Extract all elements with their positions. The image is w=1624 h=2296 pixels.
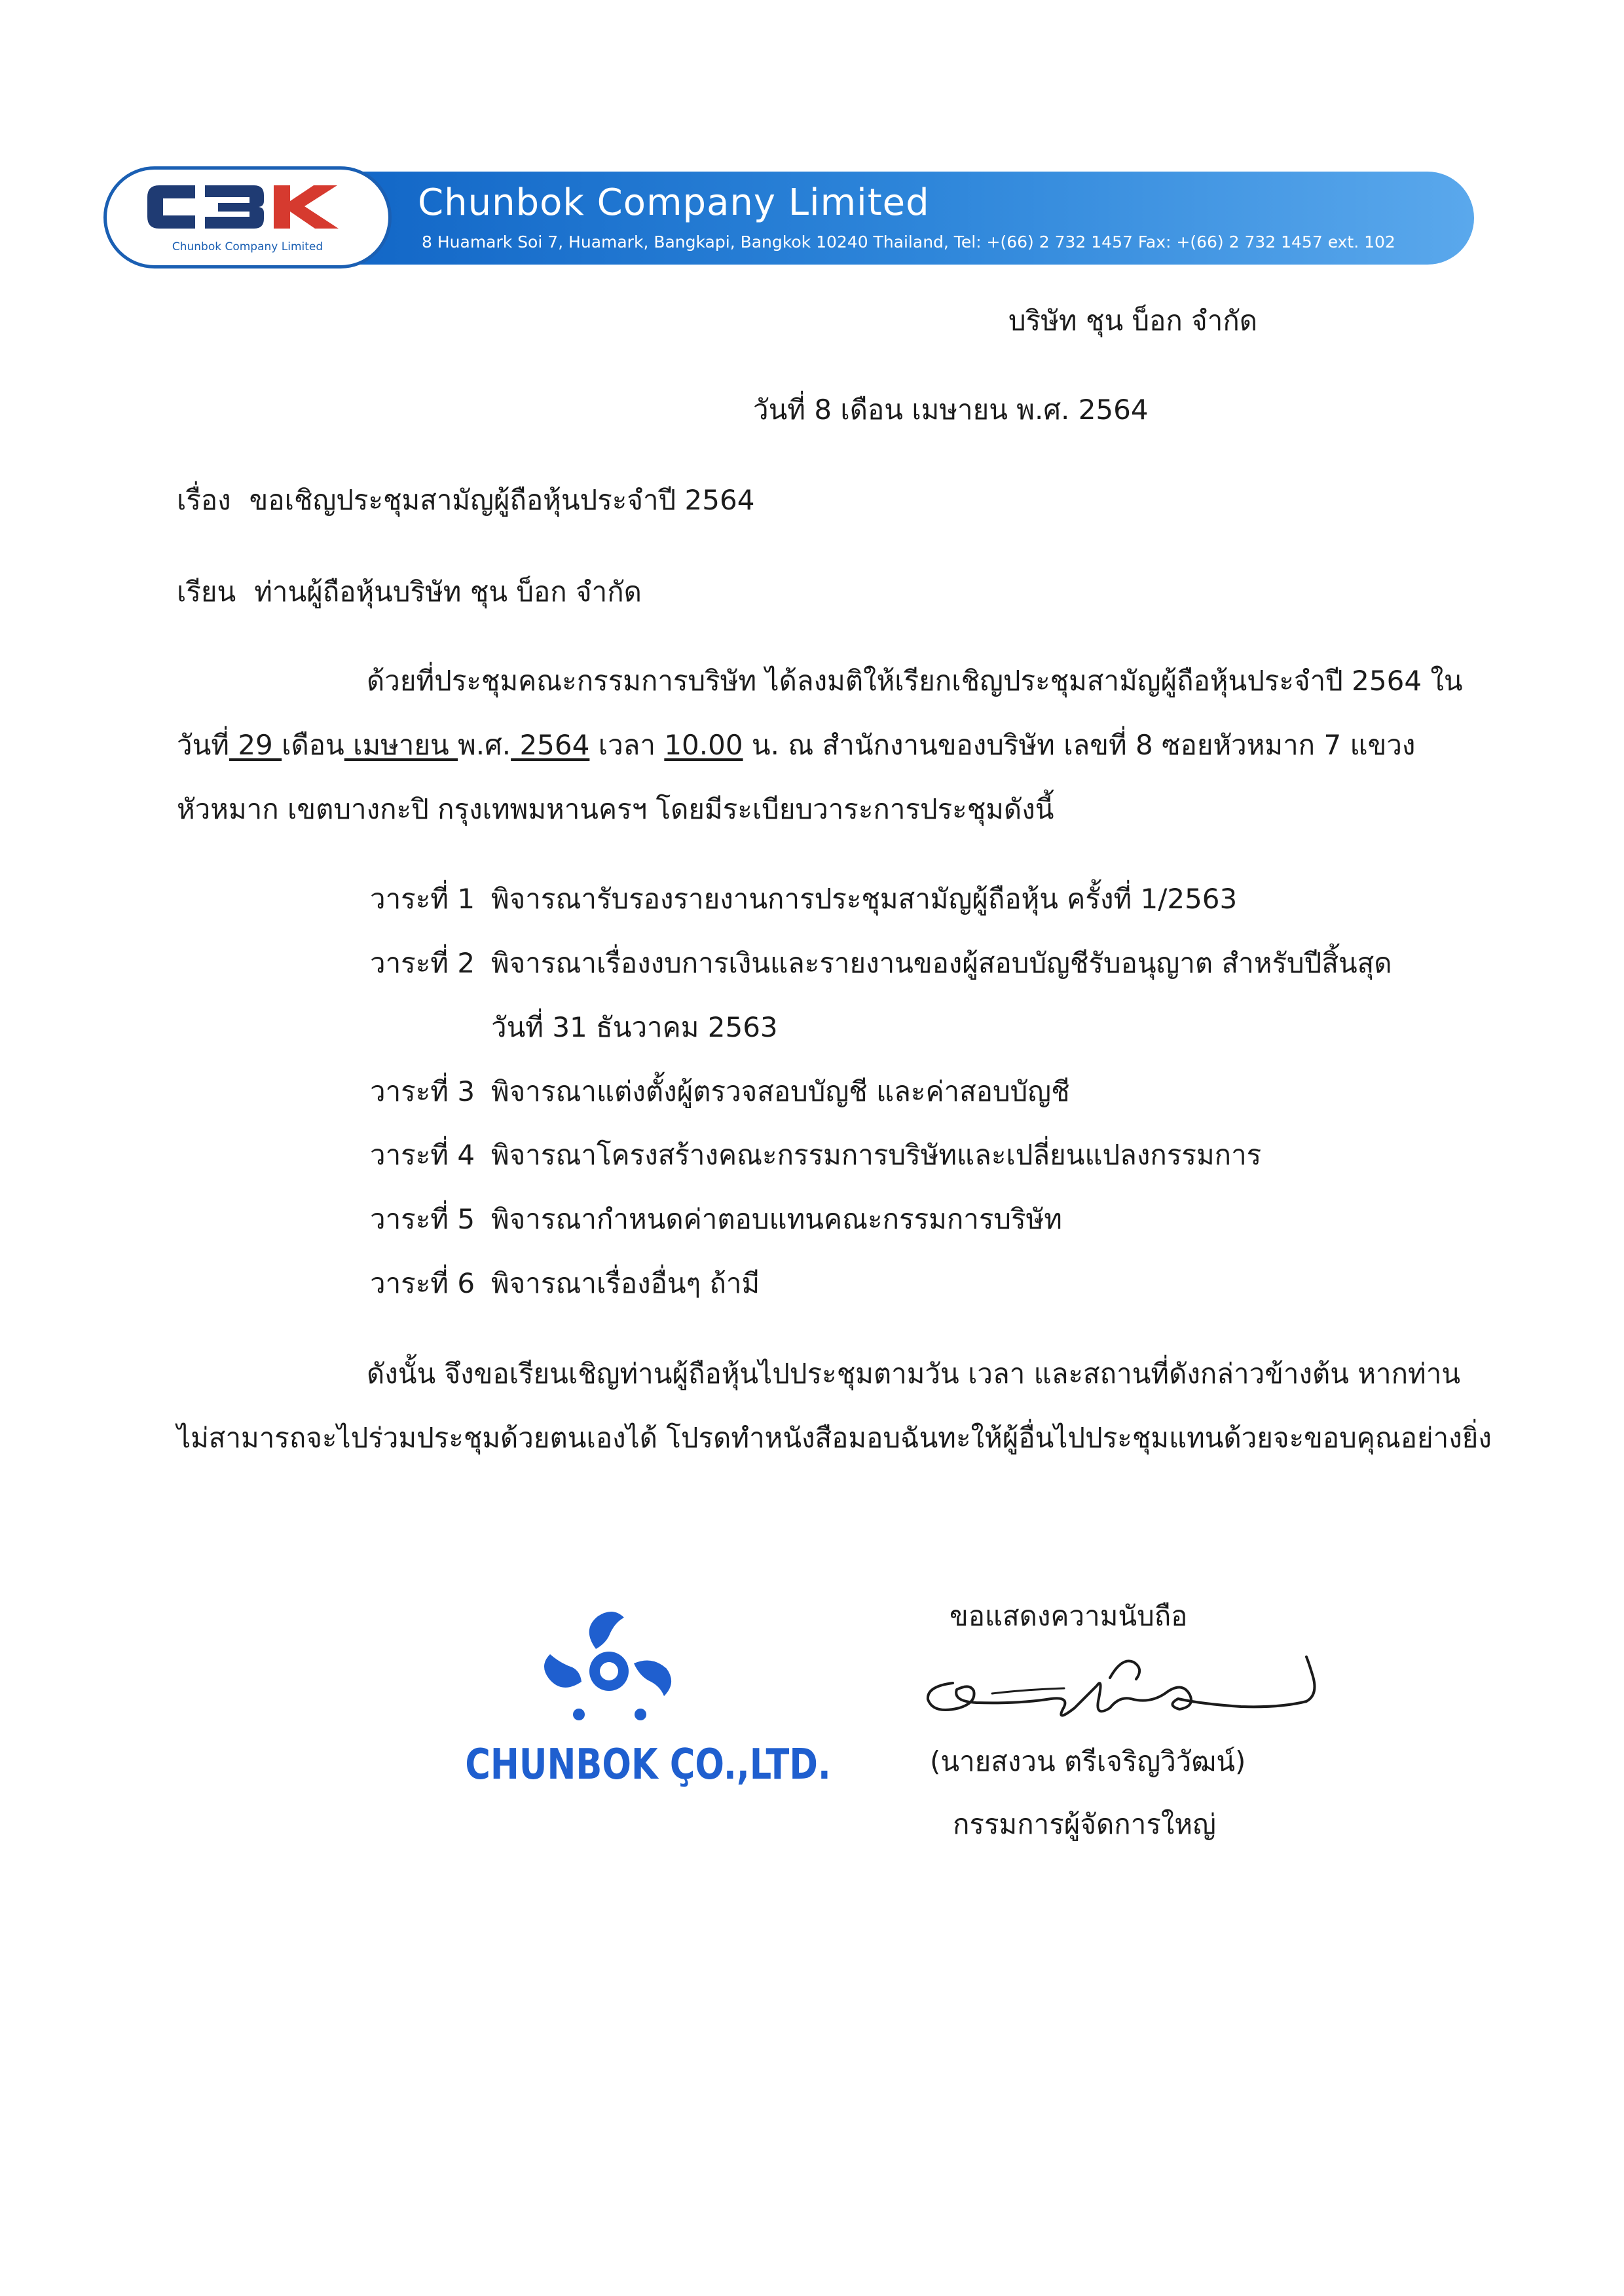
agenda-item [370,1072,1070,1111]
handwritten-signature [913,1631,1333,1749]
company-name-thai: บริษัท ชุน บ็อก จำกัด [1008,305,1258,337]
agenda-item [370,1136,1261,1175]
meeting-time: 10.00 [664,729,743,761]
meeting-year: 2564 [511,729,590,761]
salutation-line [177,572,642,612]
agenda-label: วาระที่ 2 [370,947,475,979]
company-stamp-text: CHUNBOK ÇO.,LTD. [465,1741,831,1789]
text-segment: วันที่ [177,729,229,761]
c3k-logo-mark [133,167,369,246]
agenda-text: พิจารณารับรองรายงานการประชุมสามัญผู้ถือหุ้น ครั้งที่ 1/2563 [491,883,1238,915]
meeting-month: เมษายน [344,729,458,761]
text-segment: พ.ศ. [458,729,511,761]
document-date: วันที่ 8 เดือน เมษายน พ.ศ. 2564 [753,394,1149,426]
subject-text: ขอเชิญประชุมสามัญผู้ถือหุ้นประจำปี 2564 [249,484,755,516]
agenda-item [370,880,1237,919]
company-contact: 8 Huamark Soi 7, Huamark, Bangkapi, Bangkok 10240 Thailand, Tel: +(66) 2 732 1457 Fax: +(66) 2 732 1457 ext. 102 [422,232,1395,251]
salutation-label: เรียน [177,576,236,608]
signer-name: (นายสงวน ตรีเจริญวิวัฒน์) [930,1745,1246,1777]
text-segment: น. ณ สำนักงานของบริษัท เลขที่ 8 ซอยหัวหมาก 7 แขวง [743,729,1416,761]
text-segment: เดือน [282,729,344,761]
agenda-item [370,944,1392,983]
subject-line [177,481,754,520]
agenda-text: พิจารณาเรื่องอื่นๆ ถ้ามี [491,1267,760,1299]
signer-title: กรรมการผู้จัดการใหญ่ [953,1808,1216,1840]
agenda-text-continuation: วันที่ 31 ธันวาคม 2563 [491,1011,778,1043]
agenda-label: วาระที่ 1 [370,883,475,915]
agenda-item [370,1200,1062,1239]
agenda-text: พิจารณากำหนดค่าตอบแทนคณะกรรมการบริษัท [491,1203,1062,1235]
paragraph-1-line-1: ด้วยที่ประชุมคณะกรรมการบริษัท ได้ลงมติให้เรียกเชิญประชุมสามัญผู้ถือหุ้นประจำปี 2564 ใน [367,665,1463,697]
company-stamp-symbol [536,1603,686,1734]
agenda-item [370,1264,760,1303]
paragraph-2-line-1: ดังนั้น จึงขอเรียนเชิญท่านผู้ถือหุ้นไปประชุมตามวัน เวลา และสถานที่ดังกล่าวข้างต้น หากท่าน [367,1358,1461,1390]
text-segment: เวลา [589,729,665,761]
agenda-label: วาระที่ 4 [370,1139,475,1171]
logo-tagline: Chunbok Company Limited [172,240,323,253]
salutation-text: ท่านผู้ถือหุ้นบริษัท ชุน บ็อก จำกัด [254,576,642,608]
agenda-text: พิจารณาเรื่องงบการเงินและรายงานของผู้สอบบัญชีรับอนุญาต สำหรับปีสิ้นสุด [491,947,1392,979]
agenda-text: พิจารณาแต่งตั้งผู้ตรวจสอบบัญชี และค่าสอบบัญชี [491,1075,1070,1107]
paragraph-1-line-3: หัวหมาก เขตบางกะปิ กรุงเทพมหานครฯ โดยมีระเบียบวาระการประชุมดังนี้ [177,793,1054,825]
paragraph-2-line-2: ไม่สามารถจะไปร่วมประชุมด้วยตนเองได้ โปรดทำหนังสือมอบฉันทะให้ผู้อื่นไปประชุมแทนด้วยจะขอบคุณอย่างยิ่ง [177,1422,1492,1454]
agenda-label: วาระที่ 5 [370,1203,475,1235]
company-logo [103,166,392,268]
subject-label: เรื่อง [177,484,231,516]
agenda-text: พิจารณาโครงสร้างคณะกรรมการบริษัทและเปลี่ยนแปลงกรรมการ [491,1139,1262,1171]
meeting-day: 29 [229,729,282,761]
company-name: Chunbok Company Limited [418,181,930,224]
closing-salutation: ขอแสดงความนับถือ [950,1600,1188,1632]
paragraph-1-line-2 [177,726,1428,765]
agenda-label: วาระที่ 6 [370,1267,475,1299]
agenda-label: วาระที่ 3 [370,1075,475,1107]
